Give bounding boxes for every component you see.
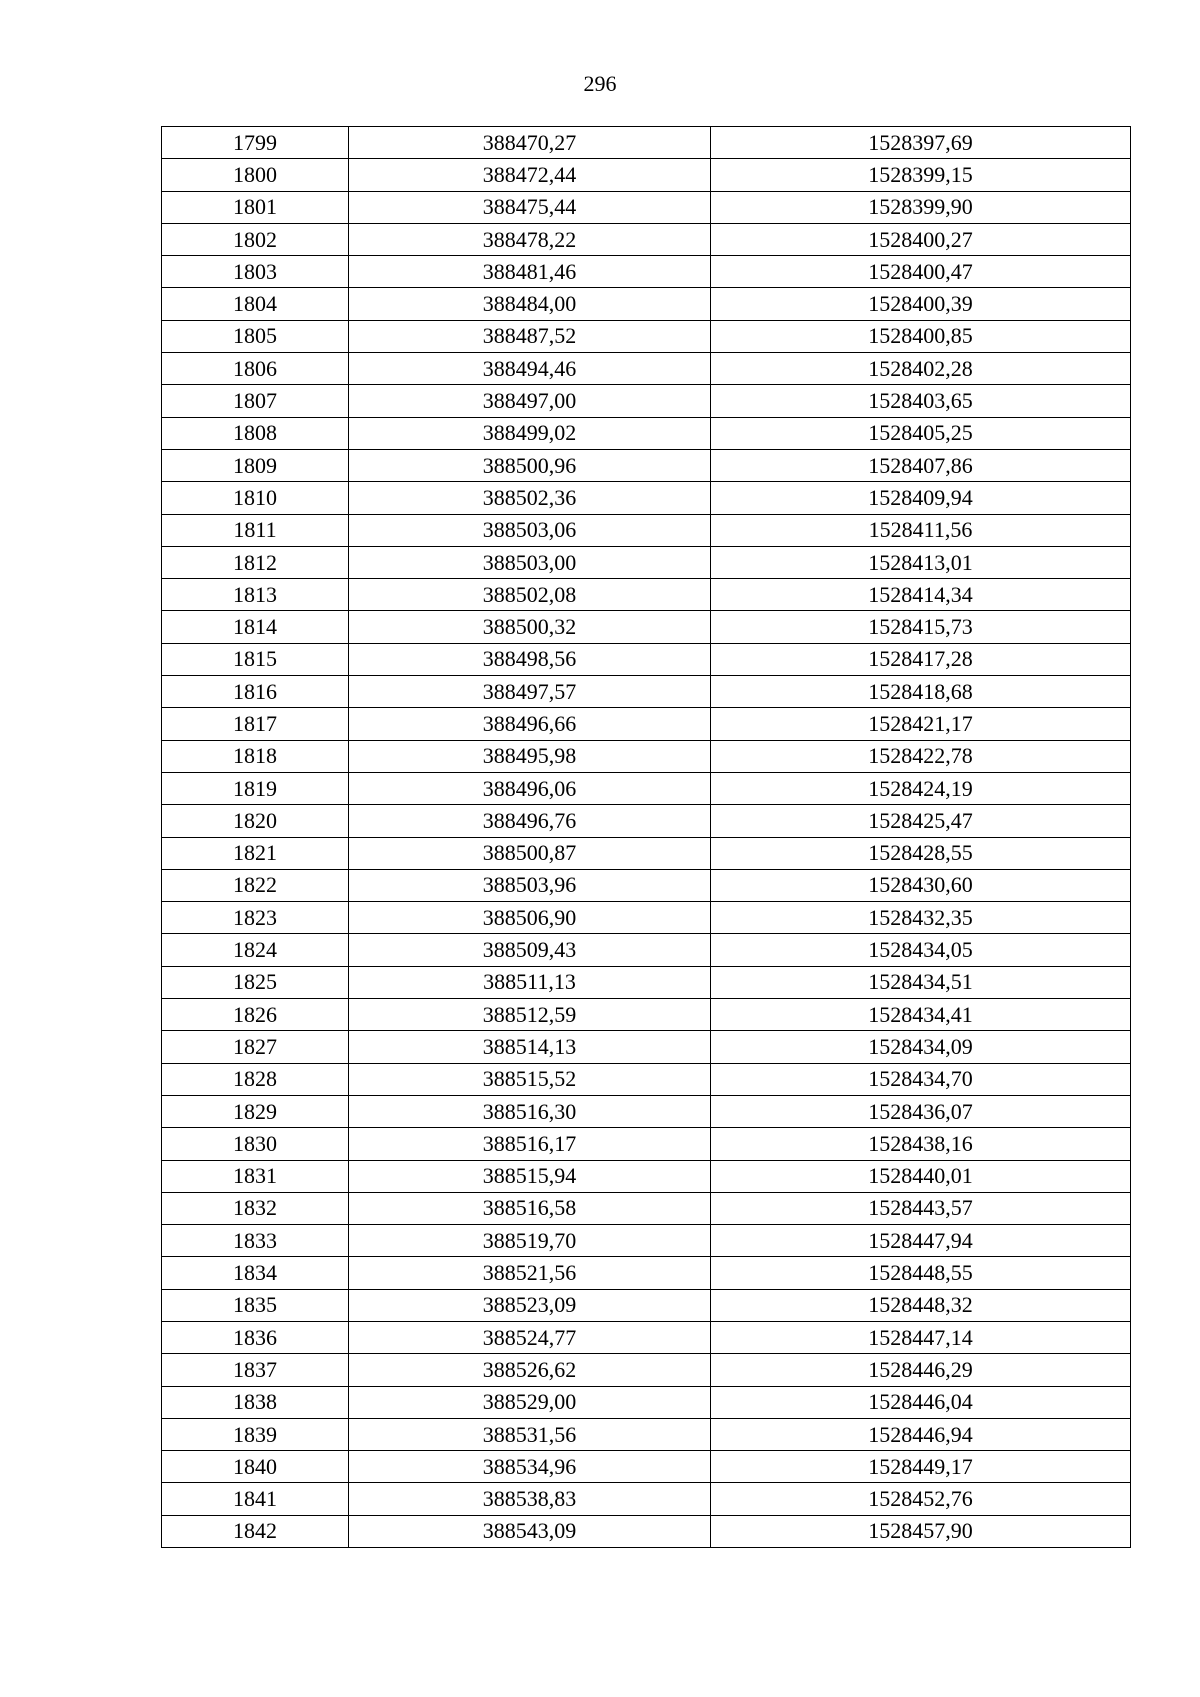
x-coordinate-cell: 388509,43 [349,934,711,966]
point-number-cell: 1829 [162,1095,349,1127]
point-number-cell: 1817 [162,708,349,740]
point-number-cell: 1826 [162,999,349,1031]
table-row [162,223,1131,255]
table-row [162,676,1131,708]
y-coordinate-cell: 1528434,09 [711,1031,1131,1063]
x-coordinate-cell: 388506,90 [349,902,711,934]
x-coordinate-cell: 388515,52 [349,1063,711,1095]
table-row [162,1289,1131,1321]
table-row [162,1418,1131,1450]
y-coordinate-cell: 1528448,32 [711,1289,1131,1321]
table-row [162,1483,1131,1515]
x-coordinate-cell: 388496,66 [349,708,711,740]
table-row [162,837,1131,869]
x-coordinate-cell: 388500,87 [349,837,711,869]
point-number-cell: 1825 [162,966,349,998]
y-coordinate-cell: 1528446,04 [711,1386,1131,1418]
point-number-cell: 1806 [162,353,349,385]
point-number-cell: 1840 [162,1451,349,1483]
point-number-cell: 1821 [162,837,349,869]
y-coordinate-cell: 1528415,73 [711,611,1131,643]
y-coordinate-cell: 1528422,78 [711,740,1131,772]
x-coordinate-cell: 388502,08 [349,579,711,611]
table-row [162,191,1131,223]
x-coordinate-cell: 388531,56 [349,1418,711,1450]
table-row [162,1063,1131,1095]
x-coordinate-cell: 388497,00 [349,385,711,417]
y-coordinate-cell: 1528414,34 [711,579,1131,611]
point-number-cell: 1805 [162,320,349,352]
table-row [162,740,1131,772]
page-number: 296 [583,71,617,96]
table-row [162,1321,1131,1353]
x-coordinate-cell: 388543,09 [349,1515,711,1547]
table-row [162,1515,1131,1547]
y-coordinate-cell: 1528424,19 [711,772,1131,804]
point-number-cell: 1800 [162,159,349,191]
table-row [162,353,1131,385]
y-coordinate-cell: 1528448,55 [711,1257,1131,1289]
x-coordinate-cell: 388500,96 [349,449,711,481]
x-coordinate-cell: 388516,17 [349,1128,711,1160]
y-coordinate-cell: 1528447,94 [711,1225,1131,1257]
point-number-cell: 1832 [162,1192,349,1224]
x-coordinate-cell: 388538,83 [349,1483,711,1515]
table-row [162,999,1131,1031]
y-coordinate-cell: 1528434,41 [711,999,1131,1031]
point-number-cell: 1838 [162,1386,349,1418]
x-coordinate-cell: 388516,58 [349,1192,711,1224]
y-coordinate-cell: 1528400,85 [711,320,1131,352]
y-coordinate-cell: 1528457,90 [711,1515,1131,1547]
point-number-cell: 1810 [162,482,349,514]
x-coordinate-cell: 388494,46 [349,353,711,385]
y-coordinate-cell: 1528430,60 [711,869,1131,901]
x-coordinate-cell: 388499,02 [349,417,711,449]
x-coordinate-cell: 388502,36 [349,482,711,514]
y-coordinate-cell: 1528403,65 [711,385,1131,417]
y-coordinate-cell: 1528418,68 [711,676,1131,708]
y-coordinate-cell: 1528446,29 [711,1354,1131,1386]
table-row [162,579,1131,611]
point-number-cell: 1819 [162,772,349,804]
x-coordinate-cell: 388484,00 [349,288,711,320]
point-number-cell: 1828 [162,1063,349,1095]
y-coordinate-cell: 1528411,56 [711,514,1131,546]
y-coordinate-cell: 1528452,76 [711,1483,1131,1515]
table-row [162,288,1131,320]
table-row [162,869,1131,901]
point-number-cell: 1827 [162,1031,349,1063]
y-coordinate-cell: 1528434,51 [711,966,1131,998]
table-row [162,514,1131,546]
table-row [162,805,1131,837]
y-coordinate-cell: 1528402,28 [711,353,1131,385]
coordinates-table [161,126,1131,1548]
y-coordinate-cell: 1528425,47 [711,805,1131,837]
point-number-cell: 1803 [162,256,349,288]
point-number-cell: 1799 [162,127,349,159]
table-row [162,159,1131,191]
x-coordinate-cell: 388500,32 [349,611,711,643]
point-number-cell: 1831 [162,1160,349,1192]
point-number-cell: 1836 [162,1321,349,1353]
table-row [162,385,1131,417]
point-number-cell: 1811 [162,514,349,546]
x-coordinate-cell: 388512,59 [349,999,711,1031]
point-number-cell: 1837 [162,1354,349,1386]
x-coordinate-cell: 388475,44 [349,191,711,223]
x-coordinate-cell: 388481,46 [349,256,711,288]
table-row [162,708,1131,740]
y-coordinate-cell: 1528400,27 [711,223,1131,255]
y-coordinate-cell: 1528446,94 [711,1418,1131,1450]
point-number-cell: 1814 [162,611,349,643]
table-row [162,966,1131,998]
y-coordinate-cell: 1528434,05 [711,934,1131,966]
x-coordinate-cell: 388503,96 [349,869,711,901]
x-coordinate-cell: 388472,44 [349,159,711,191]
x-coordinate-cell: 388496,06 [349,772,711,804]
table-row [162,1192,1131,1224]
x-coordinate-cell: 388515,94 [349,1160,711,1192]
table-row [162,902,1131,934]
point-number-cell: 1822 [162,869,349,901]
x-coordinate-cell: 388534,96 [349,1451,711,1483]
point-number-cell: 1839 [162,1418,349,1450]
y-coordinate-cell: 1528399,90 [711,191,1131,223]
y-coordinate-cell: 1528421,17 [711,708,1131,740]
x-coordinate-cell: 388487,52 [349,320,711,352]
y-coordinate-cell: 1528434,70 [711,1063,1131,1095]
x-coordinate-cell: 388516,30 [349,1095,711,1127]
y-coordinate-cell: 1528399,15 [711,159,1131,191]
x-coordinate-cell: 388495,98 [349,740,711,772]
y-coordinate-cell: 1528407,86 [711,449,1131,481]
y-coordinate-cell: 1528449,17 [711,1451,1131,1483]
x-coordinate-cell: 388529,00 [349,1386,711,1418]
x-coordinate-cell: 388503,06 [349,514,711,546]
table-row [162,1386,1131,1418]
y-coordinate-cell: 1528405,25 [711,417,1131,449]
x-coordinate-cell: 388521,56 [349,1257,711,1289]
table-row [162,256,1131,288]
y-coordinate-cell: 1528438,16 [711,1128,1131,1160]
table-row [162,1031,1131,1063]
y-coordinate-cell: 1528397,69 [711,127,1131,159]
y-coordinate-cell: 1528436,07 [711,1095,1131,1127]
x-coordinate-cell: 388470,27 [349,127,711,159]
y-coordinate-cell: 1528428,55 [711,837,1131,869]
y-coordinate-cell: 1528447,14 [711,1321,1131,1353]
point-number-cell: 1835 [162,1289,349,1321]
x-coordinate-cell: 388524,77 [349,1321,711,1353]
table-row [162,1354,1131,1386]
table-row [162,1128,1131,1160]
x-coordinate-cell: 388498,56 [349,643,711,675]
point-number-cell: 1818 [162,740,349,772]
x-coordinate-cell: 388503,00 [349,546,711,578]
point-number-cell: 1823 [162,902,349,934]
point-number-cell: 1807 [162,385,349,417]
y-coordinate-cell: 1528440,01 [711,1160,1131,1192]
point-number-cell: 1813 [162,579,349,611]
x-coordinate-cell: 388496,76 [349,805,711,837]
point-number-cell: 1808 [162,417,349,449]
point-number-cell: 1833 [162,1225,349,1257]
table-row [162,546,1131,578]
table-row [162,449,1131,481]
point-number-cell: 1842 [162,1515,349,1547]
table-row [162,320,1131,352]
point-number-cell: 1812 [162,546,349,578]
table-row [162,127,1131,159]
table-row [162,417,1131,449]
y-coordinate-cell: 1528400,39 [711,288,1131,320]
point-number-cell: 1802 [162,223,349,255]
table-row [162,1257,1131,1289]
table-row [162,772,1131,804]
point-number-cell: 1830 [162,1128,349,1160]
y-coordinate-cell: 1528443,57 [711,1192,1131,1224]
point-number-cell: 1816 [162,676,349,708]
point-number-cell: 1841 [162,1483,349,1515]
x-coordinate-cell: 388523,09 [349,1289,711,1321]
table-row [162,482,1131,514]
y-coordinate-cell: 1528413,01 [711,546,1131,578]
y-coordinate-cell: 1528409,94 [711,482,1131,514]
y-coordinate-cell: 1528400,47 [711,256,1131,288]
x-coordinate-cell: 388526,62 [349,1354,711,1386]
y-coordinate-cell: 1528417,28 [711,643,1131,675]
x-coordinate-cell: 388511,13 [349,966,711,998]
point-number-cell: 1804 [162,288,349,320]
table-row [162,1160,1131,1192]
point-number-cell: 1824 [162,934,349,966]
point-number-cell: 1809 [162,449,349,481]
point-number-cell: 1815 [162,643,349,675]
table-row [162,1225,1131,1257]
y-coordinate-cell: 1528432,35 [711,902,1131,934]
x-coordinate-cell: 388519,70 [349,1225,711,1257]
table-row [162,643,1131,675]
coordinates-table-body [162,127,1131,1548]
table-row [162,934,1131,966]
point-number-cell: 1834 [162,1257,349,1289]
point-number-cell: 1801 [162,191,349,223]
table-row [162,1095,1131,1127]
x-coordinate-cell: 388497,57 [349,676,711,708]
x-coordinate-cell: 388478,22 [349,223,711,255]
point-number-cell: 1820 [162,805,349,837]
table-row [162,1451,1131,1483]
table-row [162,611,1131,643]
x-coordinate-cell: 388514,13 [349,1031,711,1063]
